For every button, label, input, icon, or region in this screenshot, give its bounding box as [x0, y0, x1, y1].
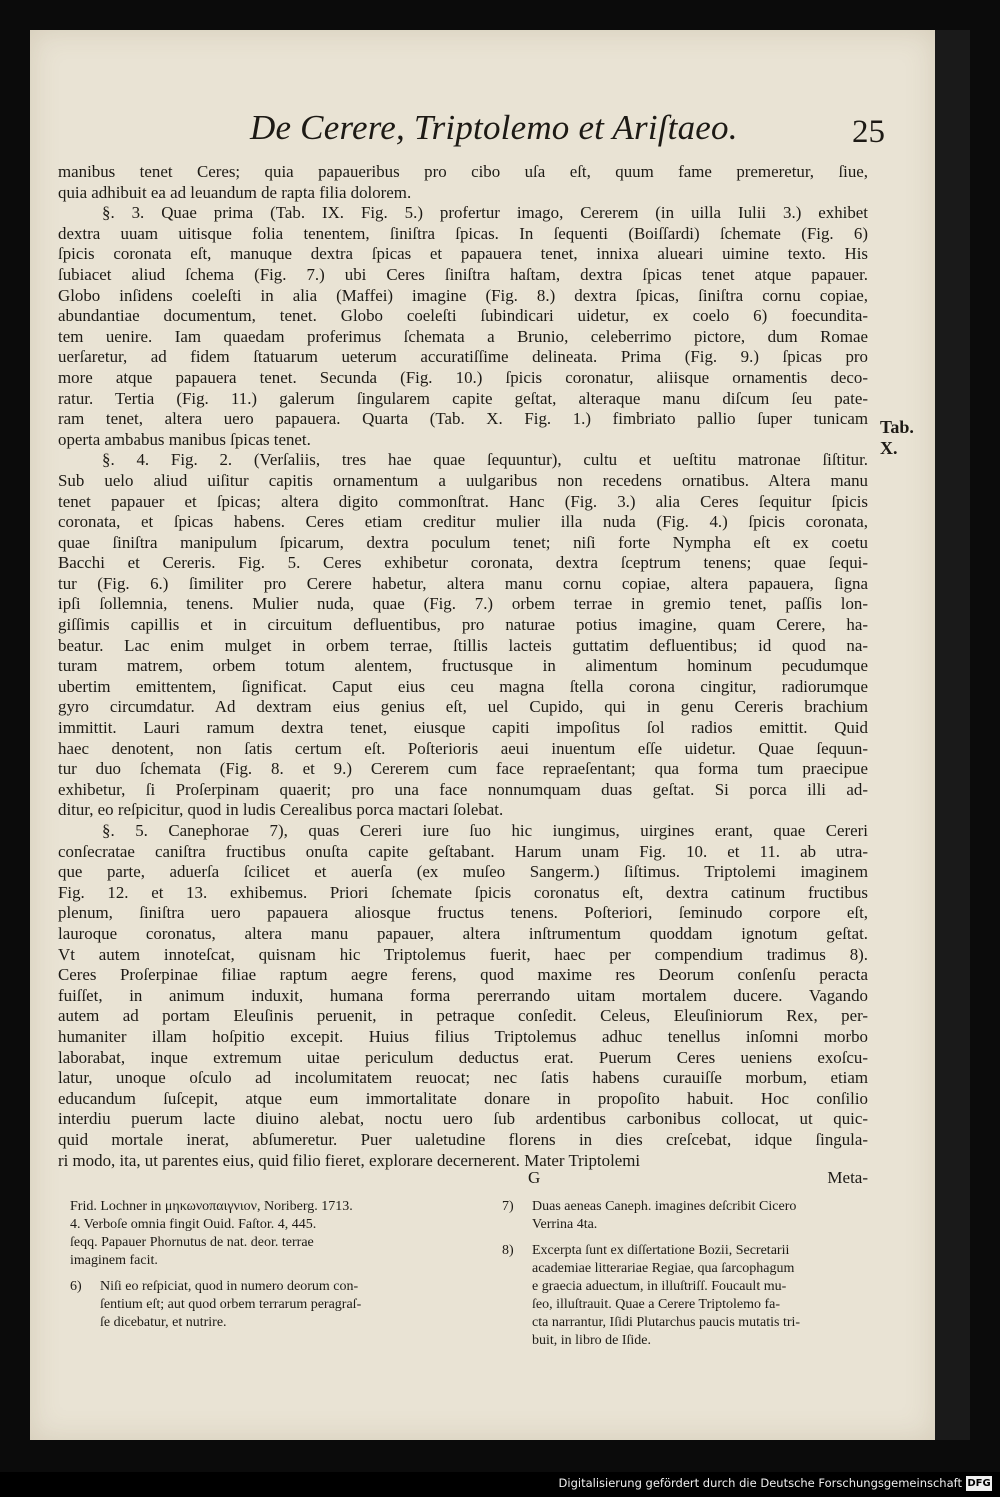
text-line: dextra uuam uitisque folia tenentem, ſiniſtra ſpicas. In ſequenti (Boiſſardi) ſchemate (Fig. 6) — [58, 223, 868, 243]
text-line: plenum, ſiniſtra uero papauera aliosque fructus tenens. Poſteriori, ſeminudo corpore eſt, — [58, 903, 868, 923]
footnote-line: academiae litterariae Regiae, qua ſarcophagum — [532, 1261, 795, 1276]
main-text — [58, 162, 868, 1171]
text-line: exhibetur, ſi Proſerpinam quaerit; pro una face nonnumquam duas geſtat. Si porca illi ad- — [58, 779, 868, 799]
text-line: §. 5. Canephorae 7), quas Cereri iure ſuo hic iungimus, uirgines erant, quae Cereri — [102, 821, 868, 840]
signature-row — [58, 1168, 868, 1192]
footnote-line: ſeqq. Papauer Phornutus de nat. deor. terrae — [70, 1235, 314, 1250]
text-line: Globo inſidens coeleſti in alia (Maffei) imagine (Fig. 8.) dextra ſpicas, ſiniſtra cornu copiae, — [58, 285, 868, 305]
footnote-line: ſeo, illuſtrauit. Quae a Cerere Triptolemo fa- — [532, 1297, 781, 1312]
text-line: ram tenet, altera uero papauera. Quarta (Tab. X. Fig. 1.) fimbriato pallio ſuper tunicam — [58, 409, 868, 429]
text-line: Sub uelo aliud uiſitur capitis ornamentum a uulgaribus non recedens ornatibus. Altera manu — [58, 470, 868, 490]
signature-mark: G — [528, 1168, 541, 1187]
margin-note: Tab. X. — [880, 417, 914, 458]
text-line: abundantiae documentum, tenet. Globo coeleſti ſubindicari uidetur, ex coelo 6) foecundita- — [58, 306, 868, 326]
text-line: tem uenire. Iam quaedam proferimus ſchemata a Brunio, celeberrimo pictore, dum Romae — [58, 326, 868, 346]
text-line: laborabat, inque extremum uitae periculum deductus erat. Puerum Ceres ueniens exoſcu- — [58, 1047, 868, 1067]
text-line: immittit. Lauri ramum dextra tenet, eiusque capiti impoſitus ſol radios emittit. Quid — [58, 718, 868, 738]
text-line: tenet papauer et ſpicas; altera digito commonſtrat. Hanc (Fig. 3.) alia Ceres ſequitur ſpicis — [58, 491, 868, 511]
page-edge — [935, 30, 970, 1440]
text-line: §. 4. Fig. 2. (Verſaliis, tres hae quae ſequuntur), cultu et ueſtitu matronae ſiſtitur. — [102, 450, 868, 470]
text-line: Bacchi et Cereris. Fig. 5. Ceres exhibetur coronata, dextra ſceptrum tenens; quae ſequi- — [58, 553, 868, 573]
text-line: lauroque coronatus, altera manu papauer, altera inſtrumentum quoddam ignotum geſtat. — [58, 923, 868, 943]
footnote-line: 4. Verboſe omnia fingit Ouid. Faſtor. 4, 445. — [70, 1217, 317, 1232]
footnote-line: ſe dicebatur, et nutrire. — [100, 1315, 227, 1330]
footnote-number: 7) — [502, 1199, 514, 1214]
text-line: ſubiacet aliud ſchema (Fig. 7.) ubi Ceres ſiniſtra haſtam, dextra ſpicas tenet atque papauer. — [58, 264, 868, 284]
catchword: Meta- — [827, 1168, 868, 1187]
text-line: interdiu puerum lacte diuino alebat, noctu uero ſub ardentibus carbonibus collocat, ut quic- — [58, 1109, 868, 1129]
text-line: autem ad portam Eleuſinis peruenit, in petraque conſedit. Celeus, Eleuſiniorum Rex, per- — [58, 1006, 868, 1026]
text-line: operta ambabus manibus ſpicas tenet. — [58, 429, 311, 449]
footnote-line: e graecia aduectum, in illuſtriſſ. Foucault mu- — [532, 1279, 787, 1294]
footnote — [70, 1278, 440, 1332]
text-line: ri modo, ita, ut parentes eius, quid filio fieret, explorare decernerent. Mater Triptolemi — [58, 1150, 641, 1170]
footnote-line: Verrina 4ta. — [532, 1217, 598, 1232]
text-line: ubertim emittentem, ſignificat. Caput eius ceu magna ſtella corona cingitur, radiorumque — [58, 676, 868, 696]
text-line: §. 3. Quae prima (Tab. IX. Fig. 5.) profertur imago, Cererem (in uilla Iulii 3.) exhibet — [102, 203, 868, 223]
text-line: Fig. 12. et 13. exhibemus. Priori ſchemate ſpicis coronatus eſt, dextra catinum fructibus — [58, 882, 868, 902]
text-line: coronata, et ſpicas habens. Ceres etiam creditur mulier illa nuda (Fig. 4.) ſpicis coronata, — [58, 512, 868, 532]
footnote — [502, 1198, 872, 1234]
text-line: fuiſſet, in animum induxit, humana forma pererrando uitam mortalem ducere. Vagando — [58, 985, 868, 1005]
text-line: quid mortale inerat, abſumeretur. Puer ualetudine florens in dies creſcebat, idque ſingula- — [58, 1129, 868, 1149]
text-line: Vt autem innoteſcat, quisnam hic Triptolemus fuerit, haec per compendium tradimus 8). — [58, 944, 868, 964]
funding-credit: Digitalisierung gefördert durch die Deutsche Forschungsgemeinschaft — [558, 1476, 962, 1490]
text-line: quia adhibuit ea ad leuandum de rapta filia dolorem. — [58, 182, 412, 202]
text-line: giſſimis capillis et in circuitum defluentibus, pro naturae potius imagine, quam Cerere, ha- — [58, 615, 868, 635]
text-line: beatur. Lac enim mulget in orbem terrae, ſtillis lacteis guttatim defluentibus; id quod na- — [58, 635, 868, 655]
footnote-line: buit, in libro de Iſide. — [532, 1333, 651, 1348]
footnote-line: Niſi eo reſpiciat, quod in numero deorum con- — [100, 1279, 359, 1294]
footnote-line: Frid. Lochner in μηκωνοπαιγνιον, Noriberg. 1713. — [70, 1199, 353, 1214]
text-line: turam matrem, orbem totum alentem, fructusque in alimentum hominum pecudumque — [58, 656, 868, 676]
book-page — [30, 30, 935, 1440]
footnote-line: ſentium eſt; aut quod orbem terrarum peragraſ- — [100, 1297, 362, 1312]
text-line: Ceres Proſerpinae filiae raptum aegre ferens, quod maxime res Deorum conſenſu peracta — [58, 965, 868, 985]
text-line: ſpicis coronata eſt, manuque dextra ſpicas et papauera tenet, innixa alueari uimine texto. His — [58, 244, 868, 264]
footnote-line: imaginem facit. — [70, 1253, 158, 1268]
text-line: gyro circumdatur. Ad dextram eius genius eſt, uel Cupido, qui in genu Cereris brachium — [58, 697, 868, 717]
text-line: uerſaretur, ad fidem ſtatuarum ueterum accuratiſſime delineata. Prima (Fig. 9.) ſpicas pro — [58, 347, 868, 367]
text-line: quae ſiniſtra manipulum ſpicarum, dextra poculum tenet; niſi forte Nympha eſt ex coetu — [58, 532, 868, 552]
text-line: conſecratae caniſtra fructibus onuſta capite geſtabant. Harum unam Fig. 10. et 11. ab utra- — [58, 841, 868, 861]
text-line: ratur. Tertia (Fig. 11.) galerum ſingularem capite geſtat, alteraque manu diſcum ſeu pate- — [58, 388, 868, 408]
text-line: more atque papauera tenet. Secunda (Fig. 10.) ſpicis coronatur, aliisque ornamentis deco- — [58, 367, 868, 387]
footnote-text — [70, 1198, 440, 1270]
dfg-logo: DFG — [967, 1478, 991, 1489]
text-line: ipſi ſollemnia, tenens. Mulier nuda, quae (Fig. 7.) orbem terrae in gremio tenet, paſſis lon- — [58, 594, 868, 614]
footnote — [70, 1198, 440, 1270]
text-line: humaniter illam hoſpitio excepit. Huius filius Triptolemus adhuc tenellus inſomni morbo — [58, 1026, 868, 1046]
footnote-line: Excerpta ſunt ex diſſertatione Bozii, Secretarii — [532, 1243, 790, 1258]
footer-bar — [0, 1472, 1000, 1497]
text-line: tur (Fig. 6.) ſimiliter pro Cerere habetur, altera manu cornu copiae, altera papauera, ſigna — [58, 573, 868, 593]
text-line: haec denotent, non ſatis certum eſt. Poſterioris aeui inuentum eſſe uidetur. Quae ſequun- — [58, 738, 868, 758]
text-line: latur, unoque oſculo ad incolumitatem reuocat; nec ſatis habens curauiſſe morbum, etiam — [58, 1068, 868, 1088]
footnote-number: 8) — [502, 1243, 514, 1258]
footnotes-left-column — [70, 1198, 440, 1340]
footnote-line: Duas aeneas Caneph. imagines deſcribit Cicero — [532, 1199, 797, 1214]
footnote-text — [532, 1242, 872, 1350]
footnote-text — [532, 1198, 872, 1234]
footnote-text — [100, 1278, 440, 1332]
footnote-line: cta narrantur, Iſidi Plutarchus paucis mutatis tri- — [532, 1315, 801, 1330]
text-line: tur duo ſchemata (Fig. 8. et 9.) Cererem cum face repraeſentant; qua forma tum praecipue — [58, 759, 868, 779]
page-header — [30, 100, 935, 160]
text-line: que parte, aduerſa ſcilicet et auerſa (ex muſeo Sangerm.) ſiſtimus. Triptolemi imaginem — [58, 862, 868, 882]
footnote-number: 6) — [70, 1279, 82, 1294]
text-line: educandum ſuſcepit, atque eum immortalitate donare in propoſito habuit. Hoc conſilio — [58, 1088, 868, 1108]
text-line: manibus tenet Ceres; quia papaueribus pro cibo uſa eſt, quum fame premeretur, ſiue, — [58, 162, 868, 181]
text-line: ditur, eo reſpicitur, quod in ludis Cerealibus porca mactari ſolebat. — [58, 800, 504, 820]
footnote — [502, 1242, 872, 1350]
footnotes-right-column — [502, 1198, 872, 1358]
running-title: De Cerere, Triptolemo et Ariſtaeo. — [250, 108, 738, 147]
page-number: 25 — [852, 114, 885, 150]
